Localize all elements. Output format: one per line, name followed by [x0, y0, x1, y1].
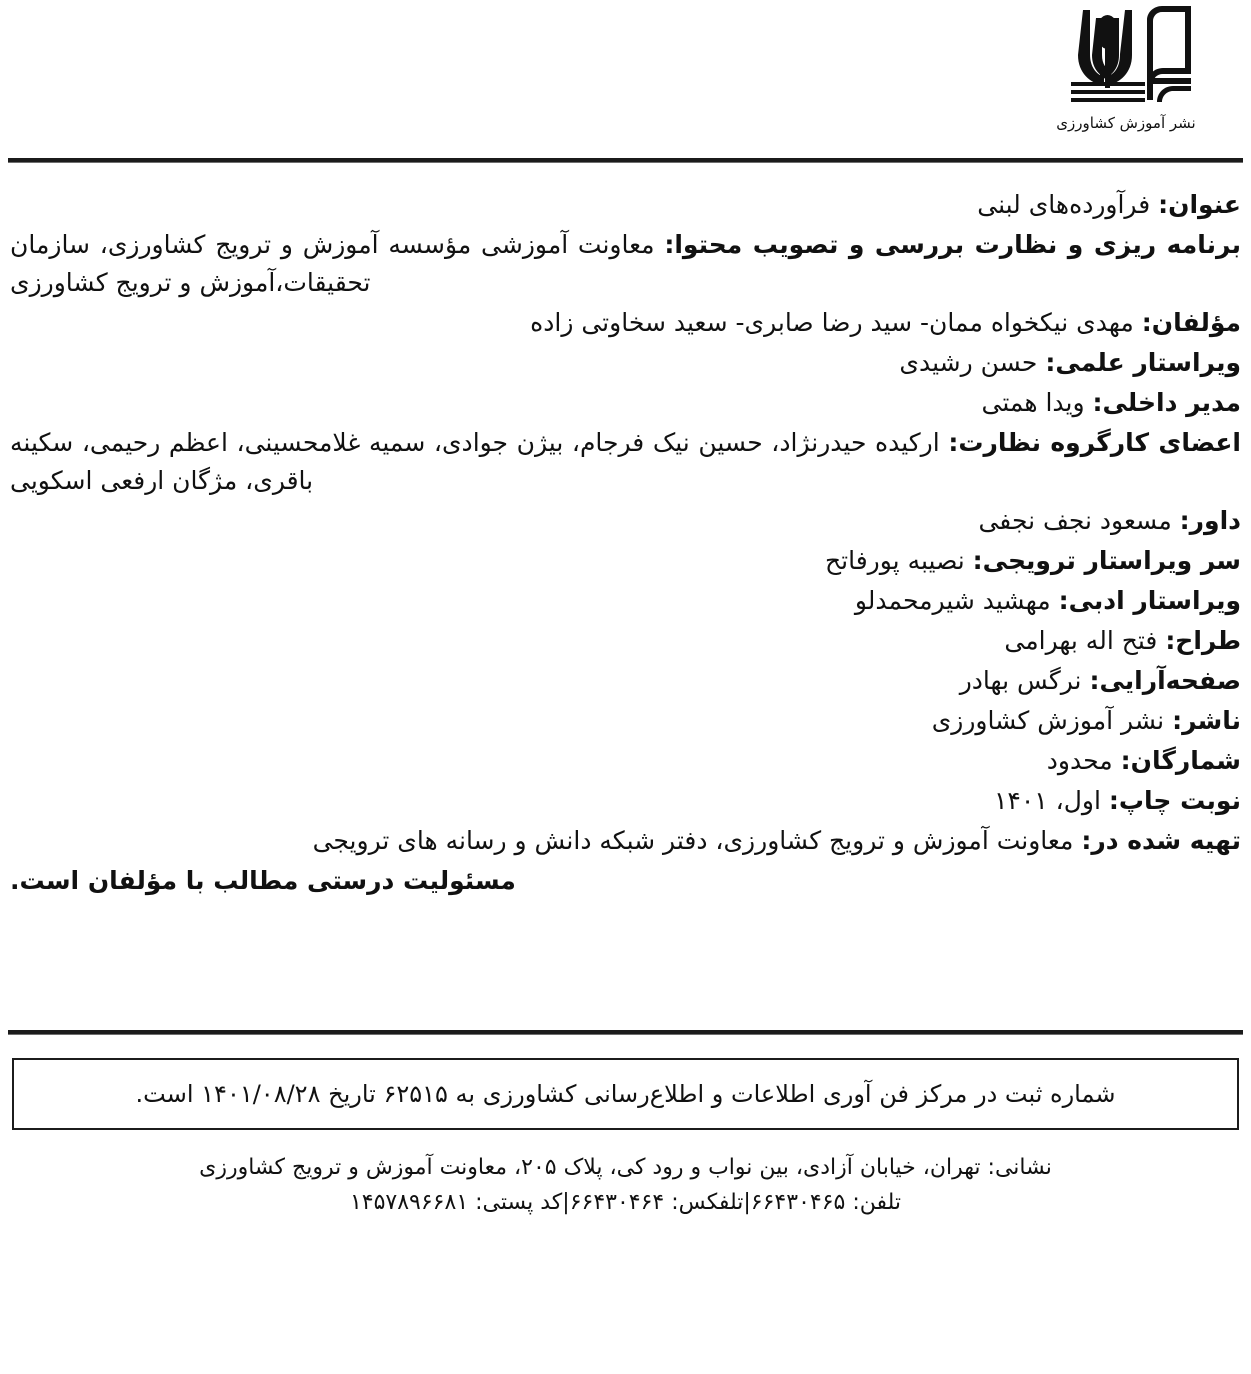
credit-label-content-approval: برنامه ریزی و نظارت بررسی و تصویب محتوا: [664, 230, 1241, 259]
credit-label-judge: داور: [1179, 506, 1241, 535]
footer-block [10, 1150, 1241, 1220]
credit-value-literary-editor: مهشید شیرمحمدلو [854, 586, 1051, 615]
credit-value-content-approval: معاونت آموزشی مؤسسه آموزش و ترویج کشاورزی، سازمان تحقیقات،آموزش و ترویج کشاورزی [10, 230, 655, 297]
credit-value-internal-manager: ویدا همتی [981, 388, 1085, 417]
credit-line-prepared-at [10, 822, 1241, 860]
credit-line-literary-editor [10, 582, 1241, 620]
credit-line-supervision-group [10, 424, 1241, 500]
credit-label-scientific-editor: ویراستار علمی: [1045, 348, 1241, 377]
registration-text: شماره ثبت در مرکز فن آوری اطلاعات و اطلاع‌رسانی کشاورزی به ۶۲۵۱۵ تاریخ ۱۴۰۱/۰۸/۲۸ است. [135, 1079, 1116, 1108]
credit-line-authors [10, 304, 1241, 342]
credit-label-publisher: ناشر: [1172, 706, 1241, 735]
credit-line-edition [10, 782, 1241, 820]
credit-label-internal-manager: مدیر داخلی: [1092, 388, 1241, 417]
wheat-and-book-emblem-icon [1051, 6, 1201, 114]
credit-line-layout [10, 662, 1241, 700]
credit-value-layout: نرگس بهادر [959, 666, 1082, 695]
credit-label-edition: نوبت چاپ: [1108, 786, 1241, 815]
credit-line-internal-manager [10, 384, 1241, 422]
credit-value-authors: مهدی نیکخواه ممان- سید رضا صابری- سعید سخاوتی زاده [530, 308, 1134, 337]
credit-label-literary-editor: ویراستار ادبی: [1058, 586, 1241, 615]
footer-contact: تلفن: ۶۶۴۳۰۴۶۵|تلفکس: ۶۶۴۳۰۴۶۴|کد پستی: ۱۴۵۷۸۹۶۶۸۱ [349, 1190, 902, 1216]
credit-line-scientific-editor [10, 344, 1241, 382]
registration-box [12, 1058, 1239, 1130]
credit-label-circulation: شمارگان: [1120, 746, 1241, 775]
divider-top [8, 158, 1243, 163]
divider-middle [8, 1030, 1243, 1035]
credit-value-edition: اول، ۱۴۰۱ [993, 786, 1101, 815]
credit-line-circulation [10, 742, 1241, 780]
responsibility-note: مسئولیت درستی مطالب با مؤلفان است. [10, 866, 516, 895]
credit-value-publisher: نشر آموزش کشاورزی [931, 706, 1165, 735]
credit-value-judge: مسعود نجف نجفی [978, 506, 1172, 535]
credit-value-prepared-at: معاونت آموزش و ترویج کشاورزی، دفتر شبکه دانش و رسانه های ترویجی [312, 826, 1074, 855]
credit-value-designer: فتح اله بهرامی [1004, 626, 1158, 655]
credits-block [10, 186, 1241, 902]
credit-value-circulation: محدود [1046, 746, 1113, 775]
footer-address: نشانی: تهران، خیابان آزادی، بین نواب و رود کی، پلاک ۲۰۵، معاونت آموزش و ترویج کشاورزی [199, 1155, 1052, 1180]
credit-label-prepared-at: تهیه شده در: [1081, 826, 1241, 855]
credit-label-supervision-group: اعضای کارگروه نظارت: [948, 428, 1241, 457]
credit-line-publisher [10, 702, 1241, 740]
publisher-logo [1001, 0, 1251, 152]
credit-value-title: فرآورده‌های لبنی [977, 190, 1151, 219]
publisher-logo-caption: نشر آموزش کشاورزی [1056, 114, 1196, 132]
credit-line-chief-extension-editor [10, 542, 1241, 580]
credit-label-title: عنوان: [1158, 190, 1241, 219]
credit-line-title [10, 186, 1241, 224]
credit-value-chief-extension-editor: نصیبه پورفاتح [825, 546, 965, 575]
credit-value-supervision-group: ارکیده حیدرنژاد، حسین نیک فرجام، بیژن جوادی، سمیه غلامحسینی، اعظم رحیمی، سکینه باقری، مژگان ارفعی اسکویی [10, 428, 940, 495]
credit-line-content-approval [10, 226, 1241, 302]
credit-line-designer [10, 622, 1241, 660]
credit-label-authors: مؤلفان: [1141, 308, 1241, 337]
credit-label-chief-extension-editor: سر ویراستار ترویجی: [972, 546, 1241, 575]
credit-label-layout: صفحه‌آرایی: [1089, 666, 1241, 695]
credit-value-scientific-editor: حسن رشیدی [899, 348, 1038, 377]
credit-line-judge [10, 502, 1241, 540]
credit-label-designer: طراح: [1165, 626, 1241, 655]
